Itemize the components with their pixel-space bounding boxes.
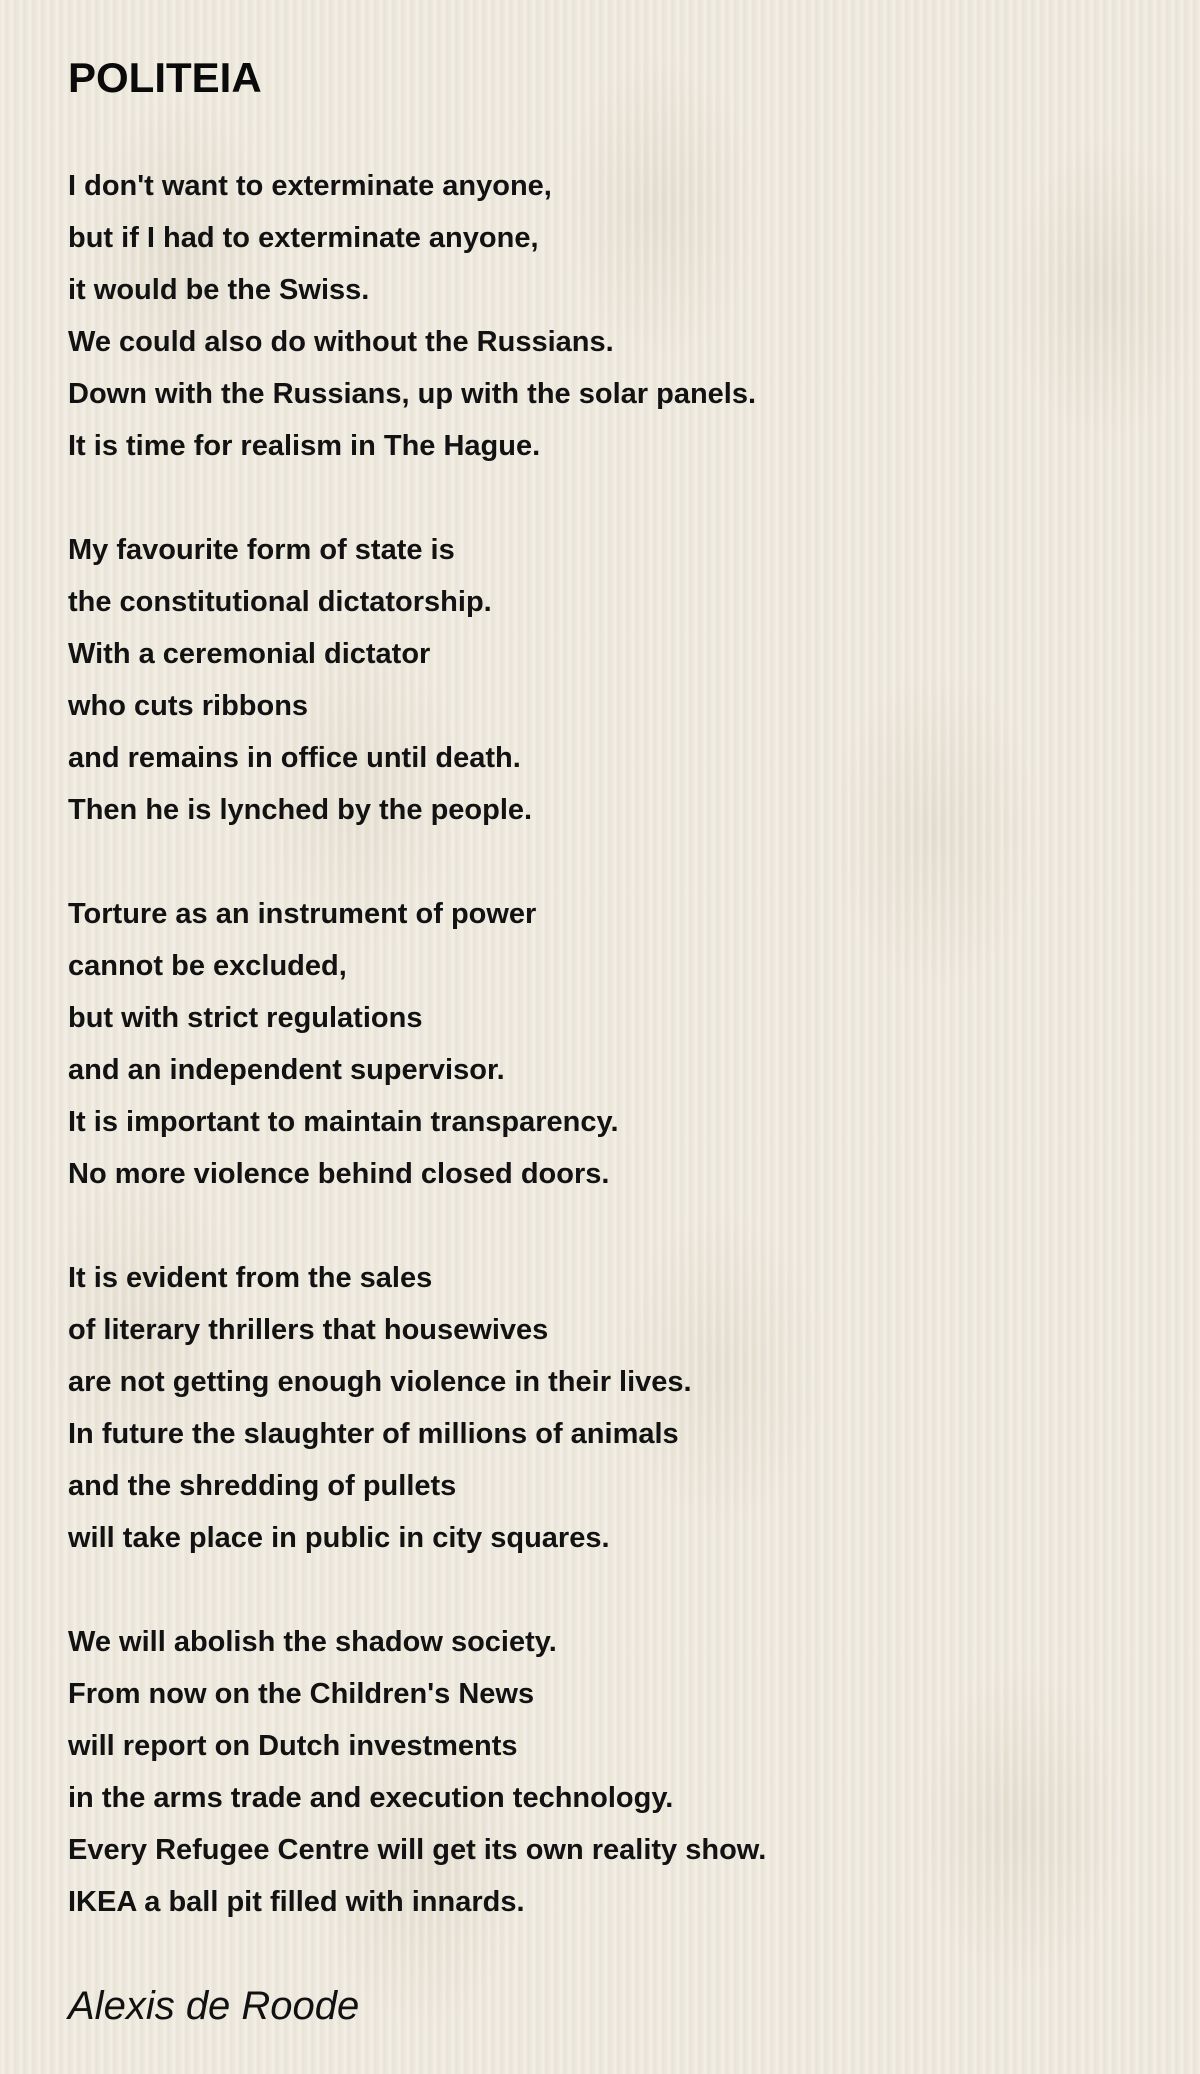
poem-line: It is time for realism in The Hague. [68, 430, 541, 462]
poem-line: in the arms trade and execution technology. [68, 1782, 674, 1814]
poem-line: From now on the Children's News [68, 1678, 535, 1710]
stanza-3 [68, 888, 1148, 1200]
poem-line: Then he is lynched by the people. [68, 794, 533, 826]
stanza-4 [68, 1252, 1148, 1564]
poem-line: are not getting enough violence in their lives. [68, 1366, 692, 1398]
poem-line: It is evident from the sales [68, 1262, 433, 1294]
stanza-1 [68, 160, 1148, 472]
poem-line: but if I had to exterminate anyone, [68, 222, 539, 254]
poem-line: and remains in office until death. [68, 742, 521, 774]
poem-line: Every Refugee Centre will get its own reality show. [68, 1834, 767, 1866]
poem-line: In future the slaughter of millions of animals [68, 1418, 679, 1450]
poem-line: but with strict regulations [68, 1002, 423, 1034]
stanza-5 [68, 1616, 1148, 1928]
poem-author: Alexis de Roode [68, 1984, 360, 2028]
poem-line: and the shredding of pullets [68, 1470, 457, 1502]
poem-line: cannot be excluded, [68, 950, 347, 982]
poem-line: of literary thrillers that housewives [68, 1314, 549, 1346]
stanza-2 [68, 524, 1148, 836]
poem-line: the constitutional dictatorship. [68, 586, 492, 618]
poem-line: will report on Dutch investments [68, 1730, 518, 1762]
poem-title: POLITEIA [68, 54, 262, 101]
poem-line: Down with the Russians, up with the solar panels. [68, 378, 757, 410]
poem-line: It is important to maintain transparency. [68, 1106, 619, 1138]
poem-line: We could also do without the Russians. [68, 326, 614, 358]
poem-line: We will abolish the shadow society. [68, 1626, 557, 1658]
poem-line: who cuts ribbons [68, 690, 309, 722]
poem-line: IKEA a ball pit filled with innards. [68, 1886, 525, 1918]
poem-page [68, 50, 1148, 2032]
poem-line: With a ceremonial dictator [68, 638, 431, 670]
poem-line: I don't want to exterminate anyone, [68, 170, 552, 202]
poem-line: and an independent supervisor. [68, 1054, 505, 1086]
poem-line: Torture as an instrument of power [68, 898, 537, 930]
poem-line: will take place in public in city squares. [68, 1522, 610, 1554]
poem-line: it would be the Swiss. [68, 274, 370, 306]
poem-line: My favourite form of state is [68, 534, 455, 566]
poem-line: No more violence behind closed doors. [68, 1158, 610, 1190]
